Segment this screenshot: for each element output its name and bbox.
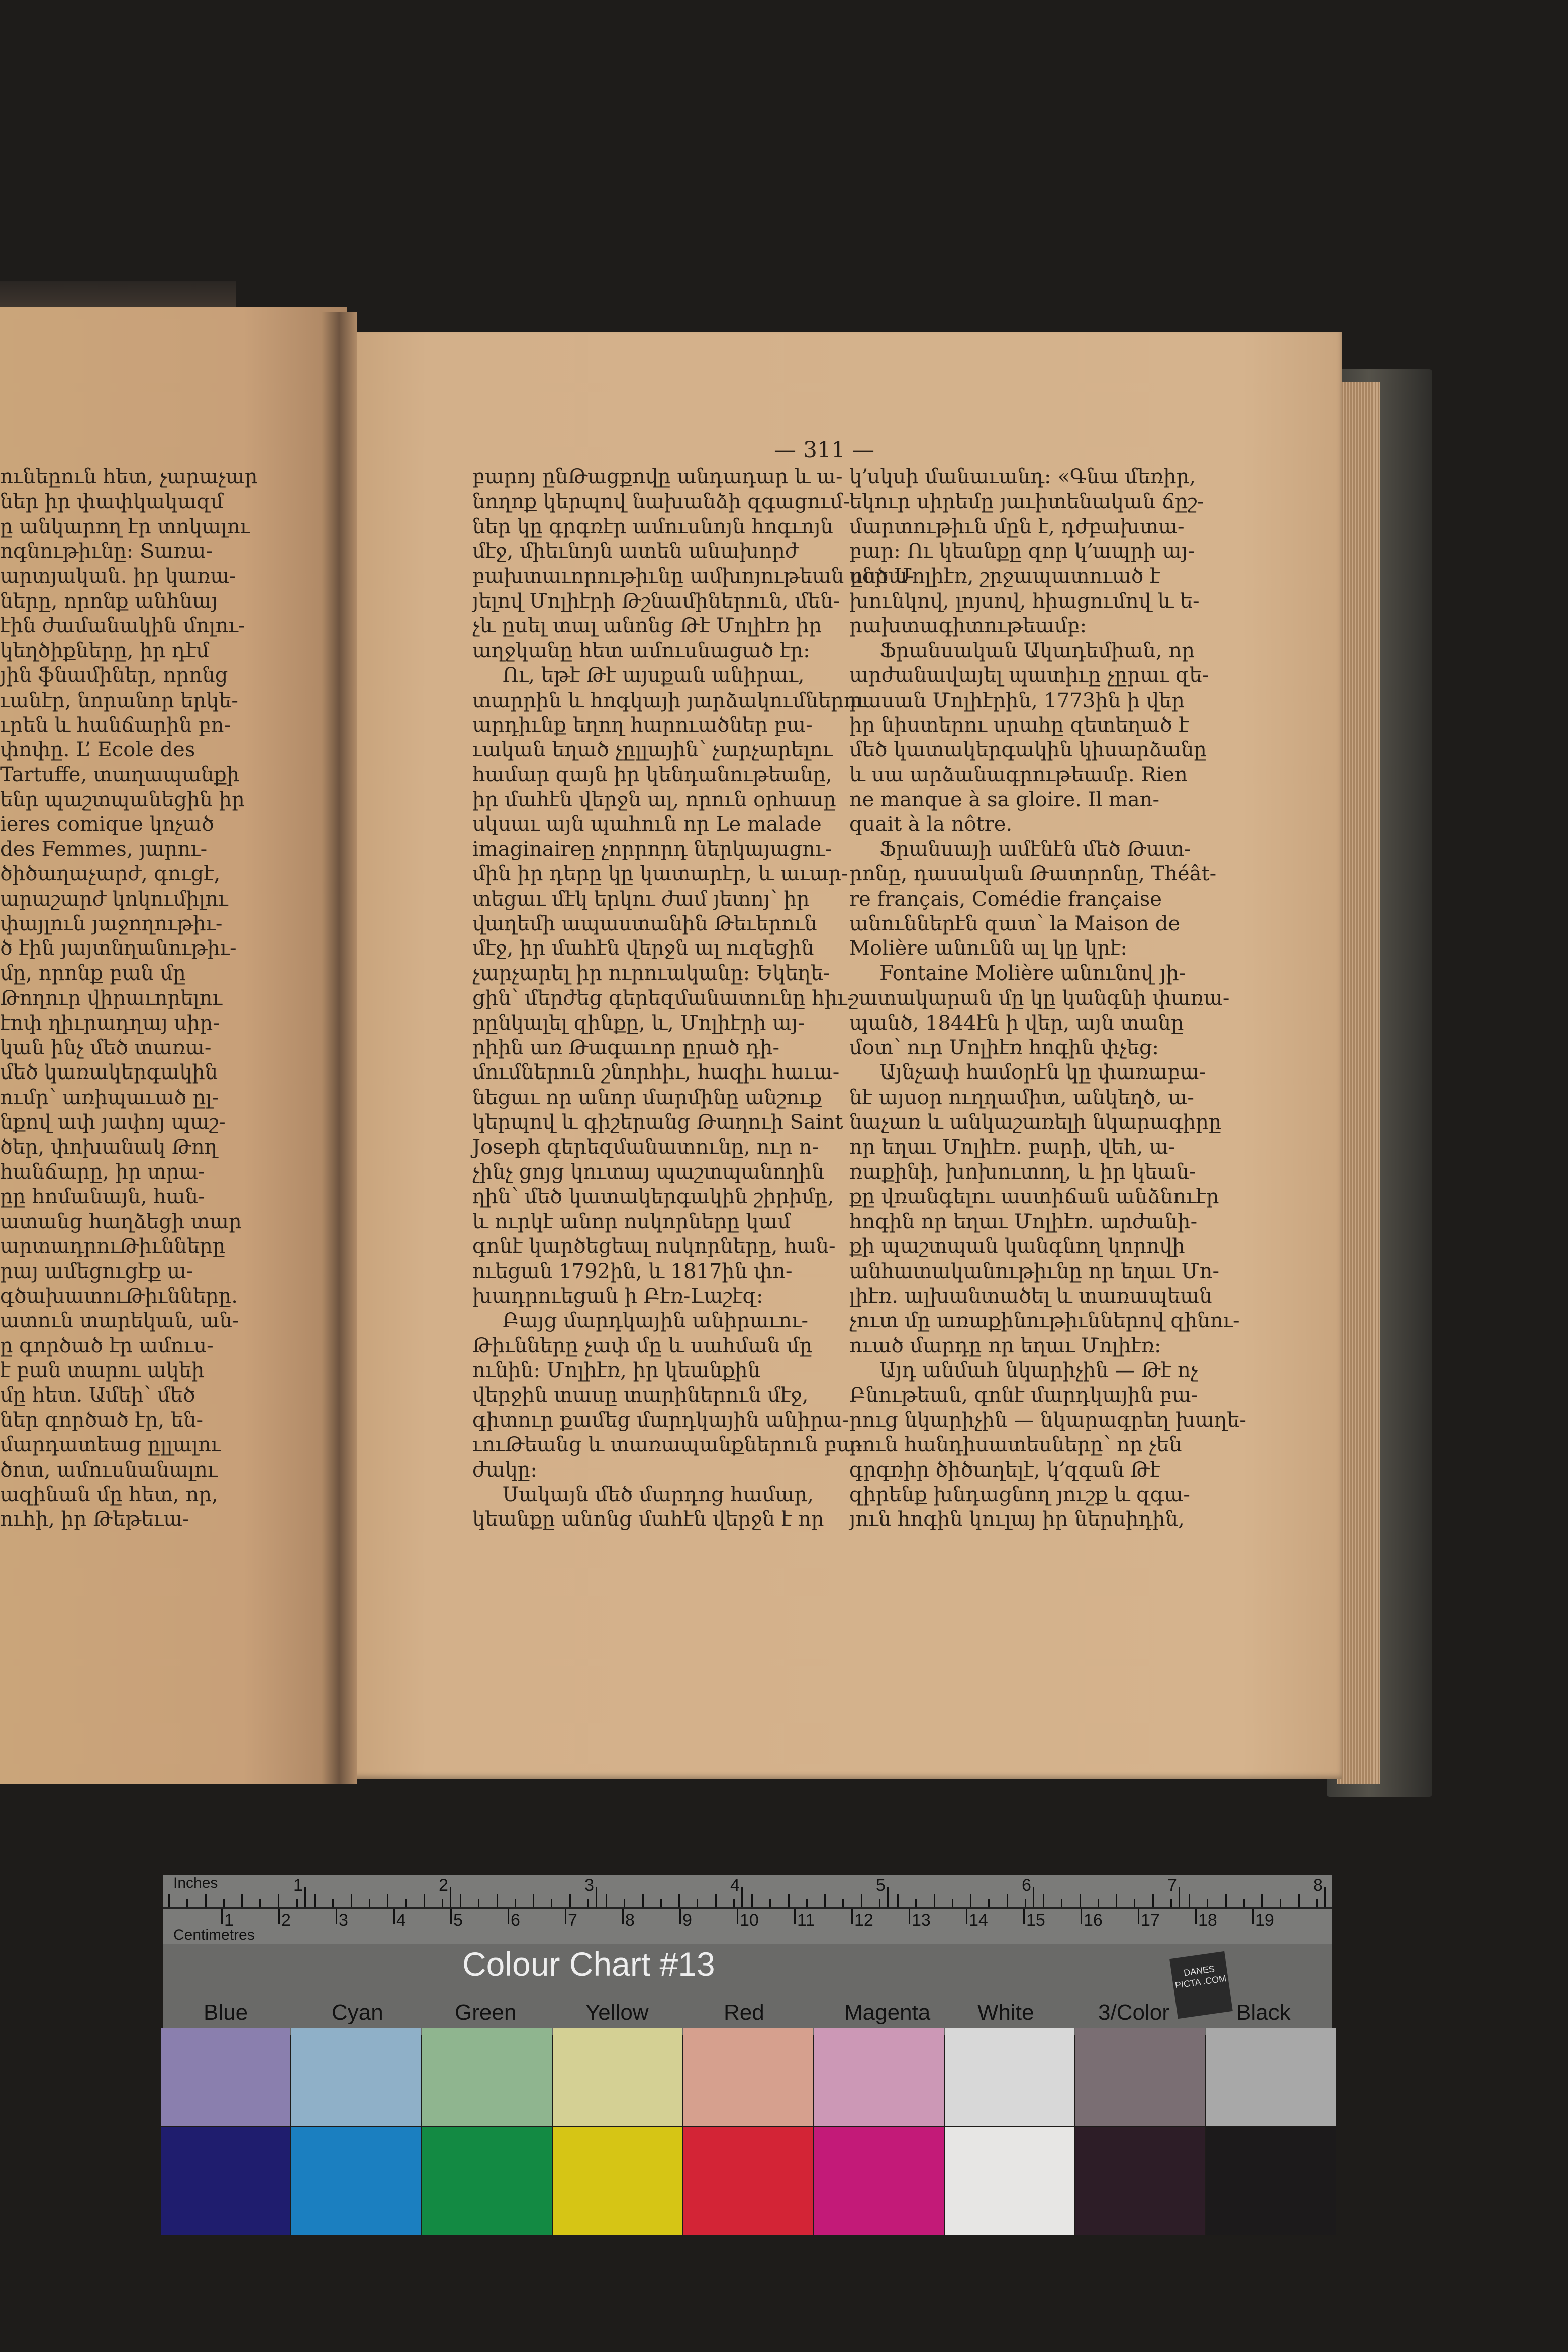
inch-minor-tick — [332, 1899, 334, 1907]
text-line: սօր Մոլիէռ, շրջապատուած է — [849, 564, 1160, 588]
swatch-top — [422, 2028, 552, 2126]
inch-number: 2 — [439, 1876, 448, 1895]
inch-minor-tick — [788, 1894, 790, 1907]
text-line: յելով Մոլիէրի Թշնամիներուն, մեն- — [472, 589, 840, 613]
text-line: հանճարը, իր տրա- — [0, 1160, 205, 1184]
inch-minor-tick — [915, 1899, 917, 1907]
inch-minor-tick — [642, 1894, 644, 1907]
cm-number: 18 — [1198, 1911, 1217, 1930]
text-line: մը, որոնք բան մը — [0, 961, 186, 985]
text-line: մին իր դերը կը կատարէր, և աւար- — [472, 862, 848, 886]
inch-tick — [887, 1887, 889, 1907]
inch-minor-tick — [715, 1894, 717, 1907]
text-line: ծոտ, ամուսնանալու — [0, 1458, 218, 1482]
inch-minor-tick — [186, 1899, 188, 1907]
swatch-label: Magenta — [844, 2000, 931, 2025]
inch-tick — [304, 1887, 306, 1907]
inch-minor-tick — [842, 1899, 844, 1907]
inch-number: 4 — [730, 1876, 740, 1895]
left-page-text-column — [0, 465, 258, 1532]
text-line: ծ էին յայտնղանութիւ- — [0, 937, 237, 960]
cm-tick — [450, 1909, 452, 1924]
text-line: ուեցան 1792ին, և 1817ին փո- — [472, 1259, 793, 1283]
text-line: տեցաւ մէկ երկու ժամ յետոյ՝ իր — [472, 887, 810, 911]
cm-tick — [1023, 1909, 1025, 1924]
cm-number: 2 — [281, 1911, 291, 1930]
text-line: Ու, եթէ Թէ այսքան անիրաւ, — [503, 664, 805, 688]
swatch-top — [814, 2028, 944, 2126]
text-line: արաշարժ կոկումիլու — [0, 887, 228, 911]
swatch-bottom — [1206, 2127, 1336, 2235]
swatch-label: Cyan — [332, 2000, 383, 2025]
cm-number: 9 — [682, 1911, 692, 1930]
text-line: արդիւնք եղող հարուածներ բա- — [472, 713, 813, 737]
text-line: բախտաւորութիւնը ամխոյութեան ընծա- — [472, 564, 914, 588]
inch-tick — [1324, 1887, 1326, 1907]
text-line: չև ըսել տալ անոնց Թէ Մոլիէռ իր — [472, 614, 822, 638]
text-line: ժակը։ — [472, 1458, 537, 1482]
cm-tick — [336, 1909, 337, 1924]
text-line: մեծ կատակերգակին կիսարձանը — [849, 738, 1207, 762]
cm-tick — [1195, 1909, 1197, 1924]
text-column-right — [849, 465, 1246, 1532]
inches-label: Inches — [173, 1875, 218, 1891]
text-line: րախտագիտութեամբ։ — [849, 614, 1087, 638]
inch-minor-tick — [405, 1899, 407, 1907]
text-line: ազինան մը հետ, որ, — [0, 1483, 218, 1507]
text-line: մօտ՝ ուր Մոլիէռ հոգին փչեց։ — [849, 1036, 1159, 1059]
inch-minor-tick — [861, 1894, 862, 1907]
cm-number: 14 — [969, 1911, 988, 1930]
inch-minor-tick — [1061, 1899, 1062, 1907]
cm-number: 3 — [339, 1911, 348, 1930]
text-line: մարտութիւն մըն է, դժբախտա- — [849, 515, 1185, 538]
inch-minor-tick — [1025, 1899, 1026, 1907]
inch-tick — [596, 1887, 597, 1907]
inch-minor-tick — [934, 1894, 935, 1907]
cm-tick — [1252, 1909, 1254, 1924]
cm-tick — [1138, 1909, 1139, 1924]
inch-minor-tick — [424, 1894, 425, 1907]
text-line: ղին՝ մեծ կատակերգակին շիրիմը, — [472, 1185, 834, 1209]
text-line: ներ կը գրգռէր ամուսնոյն հոգւոյն — [472, 515, 833, 538]
text-line: չարչարել իր ուրուականը։ Եկեղե- — [472, 961, 830, 985]
swatch-label: 3/Color — [1098, 2000, 1169, 2025]
swatch-bottom — [814, 2127, 944, 2235]
text-line: գիտուր քամեց մարդկային անիրա- — [472, 1408, 849, 1432]
inch-minor-tick — [460, 1894, 461, 1907]
inch-minor-tick — [970, 1894, 971, 1907]
text-line: ne manque à sa gloire. Il man- — [849, 788, 1159, 812]
inch-number: 3 — [584, 1876, 594, 1895]
swatch-label: Blue — [204, 2000, 248, 2025]
cm-number: 1 — [224, 1911, 234, 1930]
text-line: արժանավայել պատիւը չըրաւ զե- — [849, 664, 1209, 688]
inch-minor-tick — [660, 1899, 662, 1907]
text-line: նեցաւ որ անոր մարմինը անշուք — [472, 1086, 822, 1109]
text-line: Այդ անմահ նկարիչին — Թէ ոչ — [879, 1359, 1198, 1383]
text-line: րուն հանդիսատեսները՝ որ չեն — [849, 1433, 1182, 1457]
cm-number: 7 — [568, 1911, 577, 1930]
cm-tick — [794, 1909, 796, 1924]
text-line: նէ այսօր ուղղամիտ, անկեղծ, ա- — [849, 1086, 1194, 1109]
inch-minor-tick — [624, 1899, 625, 1907]
swatch-top — [1206, 2028, 1336, 2126]
swatch-top — [683, 2028, 813, 2126]
text-line: մէջ, միեւնոյն ատեն անախորժ — [472, 540, 799, 563]
text-line: փայլուն յաջողութիւ- — [0, 912, 223, 936]
text-line: ւանէր, նորանոր երկե- — [0, 689, 238, 712]
inch-minor-tick — [1152, 1894, 1154, 1907]
inch-minor-tick — [587, 1899, 589, 1907]
inch-minor-tick — [314, 1894, 316, 1907]
inch-minor-tick — [1261, 1894, 1263, 1907]
inch-minor-tick — [551, 1899, 552, 1907]
cm-number: 11 — [797, 1911, 815, 1930]
swatch-label: Green — [455, 2000, 517, 2025]
text-line: ատանց հաղձեցի տար — [0, 1210, 242, 1233]
text-line: խադրուեցան ի Բէռ-Լաշէզ։ — [472, 1284, 763, 1308]
text-line: ը անկարող էր տոկալու — [0, 515, 250, 538]
text-line: ւուԹեանց և տառապանքներուն բա- — [472, 1433, 863, 1457]
swatch-top — [945, 2028, 1074, 2126]
inch-minor-tick — [769, 1899, 771, 1907]
text-line: մումներուն շնորհիւ, հազիւ հաւա- — [472, 1061, 840, 1085]
inch-minor-tick — [1207, 1899, 1208, 1907]
inch-minor-tick — [952, 1899, 953, 1907]
text-line: էին ժամանակին մոլու- — [0, 614, 245, 638]
text-line: ցին՝ մերժեց գերեզմանատունը հիւ- — [472, 987, 854, 1010]
text-line: ուհի, իր Թեթեւա- — [0, 1508, 189, 1531]
cm-tick — [909, 1909, 910, 1924]
text-line: իր մահէն վերջն ալ, որուն օրհասը — [472, 788, 836, 812]
inch-minor-tick — [259, 1899, 261, 1907]
inch-minor-tick — [1243, 1899, 1245, 1907]
inch-minor-tick — [569, 1894, 571, 1907]
inch-minor-tick — [824, 1894, 826, 1907]
book-gutter — [322, 312, 357, 1784]
text-line: ունեըուն հետ, չարաչար — [0, 465, 258, 488]
inch-minor-tick — [533, 1894, 534, 1907]
cm-tick — [278, 1909, 280, 1924]
inch-minor-tick — [897, 1894, 899, 1907]
swatch-bottom — [161, 2127, 290, 2235]
inch-minor-tick — [1134, 1899, 1135, 1907]
inch-number: 8 — [1313, 1876, 1323, 1895]
text-column-left — [472, 465, 914, 1532]
colour-swatches — [161, 2028, 1329, 2236]
text-line: բարոյ ընԹացքովը անդադար և ա- — [472, 465, 843, 488]
cm-tick — [622, 1909, 624, 1924]
inch-tick — [450, 1887, 451, 1907]
text-line: կեղծիքները, իր դէմ — [0, 639, 210, 662]
text-line: des Femmes, յարու- — [0, 837, 208, 861]
inch-number: 7 — [1167, 1876, 1177, 1895]
text-line: Բնութեան, գոնէ մարդկային բա- — [849, 1384, 1198, 1407]
swatch-top — [553, 2028, 682, 2126]
cm-tick — [221, 1909, 223, 1924]
inch-number: 1 — [293, 1876, 303, 1895]
swatch-bottom — [683, 2127, 813, 2235]
swatch-top — [1075, 2028, 1205, 2126]
inch-minor-tick — [1007, 1894, 1008, 1907]
text-line: և սա արձանագրութեամբ. Rien — [849, 763, 1188, 787]
text-line: գոնէ կարծեցեալ ոսկորները, հան- — [472, 1235, 836, 1258]
text-line: quait à la nôtre. — [849, 813, 1013, 836]
inch-minor-tick — [1298, 1894, 1300, 1907]
inch-tick — [741, 1887, 743, 1907]
text-line: Թիւնները չափ մը և սահման մը — [472, 1334, 813, 1357]
inch-minor-tick — [369, 1899, 370, 1907]
swatch-label: Red — [724, 2000, 764, 2025]
text-line: ները, որոնք անհնայ — [0, 589, 218, 613]
inch-minor-tick — [1189, 1894, 1190, 1907]
swatch-label: Black — [1236, 2000, 1291, 2025]
colour-chart-title: Colour Chart #13 — [462, 1945, 715, 1983]
text-line: րայ ամեցուցէք ա- — [0, 1259, 193, 1283]
cm-tick — [1081, 1909, 1082, 1924]
inch-minor-tick — [223, 1899, 225, 1907]
inch-minor-tick — [497, 1894, 498, 1907]
text-line: ծեր, փոխանակ Թող — [0, 1135, 218, 1159]
text-line: րոնը, դասական Թատրոնը, Théât- — [849, 862, 1217, 886]
text-line: Թողուր վիրաւորելու — [0, 987, 222, 1010]
text-line: րիին առ Թագաւոր ըրած դի- — [472, 1036, 779, 1059]
cm-number: 17 — [1141, 1911, 1160, 1930]
inch-minor-tick — [606, 1894, 607, 1907]
text-line: Սակայն մեծ մարդոց համար, — [503, 1483, 814, 1507]
text-line: փոփը. L’ Ecole des — [0, 738, 195, 762]
text-line: ունին։ Մոլիէռ, իր կեանքին — [472, 1359, 761, 1383]
inch-minor-tick — [168, 1894, 170, 1907]
inch-minor-tick — [1170, 1899, 1172, 1907]
cm-number: 13 — [912, 1911, 931, 1930]
cm-tick — [679, 1909, 681, 1924]
text-line: հոգին որ եղաւ Մոլիէռ. արժանի- — [849, 1210, 1198, 1233]
text-line: re français, Comédie française — [849, 887, 1162, 911]
swatch-bottom — [291, 2127, 421, 2235]
inch-minor-tick — [241, 1894, 243, 1907]
swatch-label: Yellow — [585, 2000, 649, 2025]
text-line: Բայց մարդկային անիրաւու- — [503, 1309, 809, 1333]
text-line: Ֆրանսայի ամէնէն մեծ Թատ- — [879, 837, 1191, 861]
text-line: կեանքը անոնց մահէն վերջն է որ — [472, 1508, 824, 1531]
text-line: ւական եղած չըլլային՝ չարչարելու — [472, 738, 833, 762]
centimetre-ruler — [163, 1909, 1332, 1944]
cm-number: 10 — [740, 1911, 759, 1930]
text-line: imaginaireը չորրորդ ներկայացու- — [472, 837, 832, 861]
text-line: կան ինչ մեծ տառա- — [0, 1036, 212, 1059]
text-line: քի պաշտպան կանգնող կորովի — [849, 1235, 1185, 1258]
text-line: վերջին տասը տարիներուն մէջ, — [472, 1384, 809, 1407]
swatch-bottom — [553, 2127, 682, 2235]
swatch-bottom — [422, 2127, 552, 2235]
text-line: ըը հոմանայն, հան- — [0, 1185, 205, 1209]
text-line: չինչ ցոյց կուտայ պաշտպանողին — [472, 1160, 825, 1184]
text-line: կերպով և գիշերանց Թաղուի Saint — [472, 1111, 843, 1134]
text-line: Ֆրանսական Ակադեմիան, որ — [879, 639, 1195, 662]
inch-minor-tick — [751, 1894, 753, 1907]
text-line: Molière անունն ալ կը կրէ։ — [849, 937, 1128, 960]
text-line: գրգռիր ծիծաղելէ, կ՚զգան Թէ — [849, 1458, 1160, 1482]
text-line: Joseph գերեզմանատունը, ուր ո- — [472, 1135, 819, 1159]
cm-number: 15 — [1026, 1911, 1045, 1930]
text-line: կ՚սկսի մանաւանդ։ «Գնա մեռիր, — [849, 465, 1196, 488]
text-line: պանծ, 1844էն ի վեր, այն տանը — [849, 1011, 1184, 1035]
text-line: քը վռանգելու աստիճան անձնուէր — [849, 1185, 1219, 1209]
page-number: — 311 — — [774, 437, 874, 463]
inch-minor-tick — [697, 1899, 698, 1907]
cm-tick — [565, 1909, 566, 1924]
text-line: համար զայն իր կենդանութեանը, — [472, 763, 832, 787]
swatch-top — [291, 2028, 421, 2126]
text-line: իր նիստերու սրահը զետեղած է — [849, 713, 1189, 737]
text-line: ուած մարդը որ եղաւ Մոլիէռ։ — [849, 1334, 1161, 1357]
text-line: ենր պաշտպանեցին իր — [0, 788, 245, 812]
inch-number: 6 — [1022, 1876, 1031, 1895]
text-line: արտադրուԹիւնները — [0, 1235, 226, 1258]
text-line: ռաքինի, խոխուտող, և իր կեան- — [849, 1160, 1196, 1184]
inch-minor-tick — [733, 1899, 735, 1907]
inch-minor-tick — [351, 1894, 352, 1907]
inch-ruler — [163, 1875, 1332, 1909]
text-line: յին ֆնամիներ, որոնց — [0, 664, 228, 688]
text-line: վաղեմի ապաստանին Թեւերուն — [472, 912, 817, 936]
inch-minor-tick — [1316, 1899, 1318, 1907]
text-line: մը հետ. Ամեի՝ մեծ — [0, 1384, 195, 1407]
inch-tick — [1033, 1887, 1034, 1907]
centimetres-label: Centimetres — [173, 1927, 255, 1943]
inch-minor-tick — [387, 1894, 388, 1907]
cm-tick — [508, 1909, 509, 1924]
swatch-bottom — [945, 2127, 1074, 2235]
inch-minor-tick — [442, 1899, 443, 1907]
text-line: սկսաւ այն պահուն որ Le malade — [472, 813, 822, 836]
text-line: որ եղաւ Մոլիէռ. բարի, վեհ, ա- — [849, 1135, 1175, 1159]
text-line: մեծ կառակերգակին — [0, 1061, 218, 1085]
text-line: է բան տարու ակեի — [0, 1359, 205, 1383]
inch-minor-tick — [278, 1894, 279, 1907]
cm-tick — [851, 1909, 853, 1924]
inch-minor-tick — [806, 1899, 808, 1907]
colour-chart — [163, 1875, 1332, 2035]
text-line: մարդատեաց ըլլալու — [0, 1433, 221, 1457]
text-line: էոփ ղիւրադղայ սիր- — [0, 1011, 220, 1035]
cm-number: 16 — [1084, 1911, 1103, 1930]
cm-tick — [393, 1909, 395, 1924]
cm-number: 19 — [1255, 1911, 1275, 1930]
cm-tick — [966, 1909, 967, 1924]
cm-tick — [737, 1909, 738, 1924]
text-line: ieres comique կոչած — [0, 813, 214, 836]
swatch-bottom — [1075, 2127, 1205, 2235]
text-line: գծախատուԹիւնները. — [0, 1284, 238, 1308]
inch-number: 5 — [876, 1876, 886, 1895]
inch-minor-tick — [1098, 1899, 1099, 1907]
inch-minor-tick — [205, 1894, 207, 1907]
inch-minor-tick — [678, 1894, 680, 1907]
cm-number: 12 — [854, 1911, 873, 1930]
text-line: բար։ Ու կեանքը զոր կ՚ապրի այ- — [849, 540, 1195, 563]
text-line: լիէռ. ալխանտածել և տառապեան — [849, 1284, 1212, 1308]
inch-minor-tick — [1116, 1894, 1117, 1907]
text-line: ոգնութիւնը։ Տառա- — [0, 540, 213, 563]
inch-minor-tick — [1280, 1899, 1281, 1907]
text-line: աղջկանը հետ ամուսնացած էր։ — [472, 639, 810, 662]
text-line: անհատականութիւնը որ եղաւ Մո- — [849, 1259, 1219, 1283]
text-line: Tartuffe, տաղապանքի — [0, 763, 240, 787]
text-line: ատուն տարեկան, ան- — [0, 1309, 239, 1333]
text-line: րուց նկարիչին — նկարագրեղ խաղե- — [849, 1408, 1246, 1432]
text-line: ւրեն և հանճարին բո- — [0, 713, 231, 737]
cm-number: 5 — [453, 1911, 463, 1930]
text-line: Այնչափ համօրէն կը փառաբա- — [879, 1061, 1206, 1085]
inch-minor-tick — [1043, 1894, 1044, 1907]
inch-minor-tick — [478, 1899, 479, 1907]
text-line: և ուրկէ անոր ոսկորները կամ — [472, 1210, 791, 1233]
text-line: եկուր սիրեմը յաւիտենական ճըշ- — [849, 490, 1204, 514]
text-line: յուն հոգին կուլայ իր ներսիդին, — [849, 1508, 1185, 1531]
text-line: րընկալել զինքը, և, Մոլիէրի այ- — [472, 1011, 805, 1035]
cm-number: 4 — [396, 1911, 406, 1930]
text-line: ներ գործած էր, են- — [0, 1408, 204, 1432]
inch-minor-tick — [296, 1899, 298, 1907]
text-line: նքով ափ յափոյ պաշ- — [0, 1111, 226, 1134]
text-line: ը գործած էր ամուս- — [0, 1334, 214, 1357]
text-line: չուտ մը առաքինութիւններով զինու- — [849, 1309, 1240, 1333]
text-line: արտյական. իր կառա- — [0, 564, 236, 588]
text-line: ումր՝ առիպաւած ըլ- — [0, 1086, 219, 1109]
text-line: ծիծաղաչարժ, գուցէ, — [0, 862, 221, 886]
text-line: զիրենք խնդացնող յուշք և զգա- — [849, 1483, 1190, 1507]
text-line: խունկով, լոյսով, հիացումով և ե- — [849, 589, 1200, 613]
text-line: նաչառ և անկաշառելի նկարագիրը — [849, 1111, 1222, 1134]
text-line: մէջ, իր մահէն վերջն ալ ուզեցին — [472, 937, 814, 960]
swatch-top — [161, 2028, 290, 2126]
swatch-label: White — [977, 2000, 1034, 2025]
inch-minor-tick — [988, 1899, 990, 1907]
page-stack-edge — [1337, 382, 1380, 1784]
inch-tick — [1179, 1887, 1180, 1907]
text-line: ներ իր փափկակազմ — [0, 490, 224, 514]
inch-minor-tick — [1225, 1894, 1227, 1907]
text-line: անուններէն զատ՝ la Maison de — [849, 912, 1181, 936]
danes-picta-logo: DANES PICTA .COM — [1169, 1951, 1233, 2019]
text-line: շատակարան մը կը կանգնի փառա- — [849, 987, 1230, 1010]
cm-number: 8 — [625, 1911, 635, 1930]
inch-minor-tick — [879, 1899, 880, 1907]
text-line: րասան Մոլիէրին, 1773ին ի վեր — [849, 689, 1185, 712]
text-line: նողոք կերպով նախանձի զգացում- — [472, 490, 850, 514]
text-line: տարրին և հոգկայի յարձակումներու — [472, 689, 867, 712]
inch-minor-tick — [1080, 1894, 1081, 1907]
text-line: Fontaine Molière անունով յի- — [879, 961, 1186, 985]
cm-number: 6 — [511, 1911, 520, 1930]
inch-minor-tick — [515, 1899, 516, 1907]
